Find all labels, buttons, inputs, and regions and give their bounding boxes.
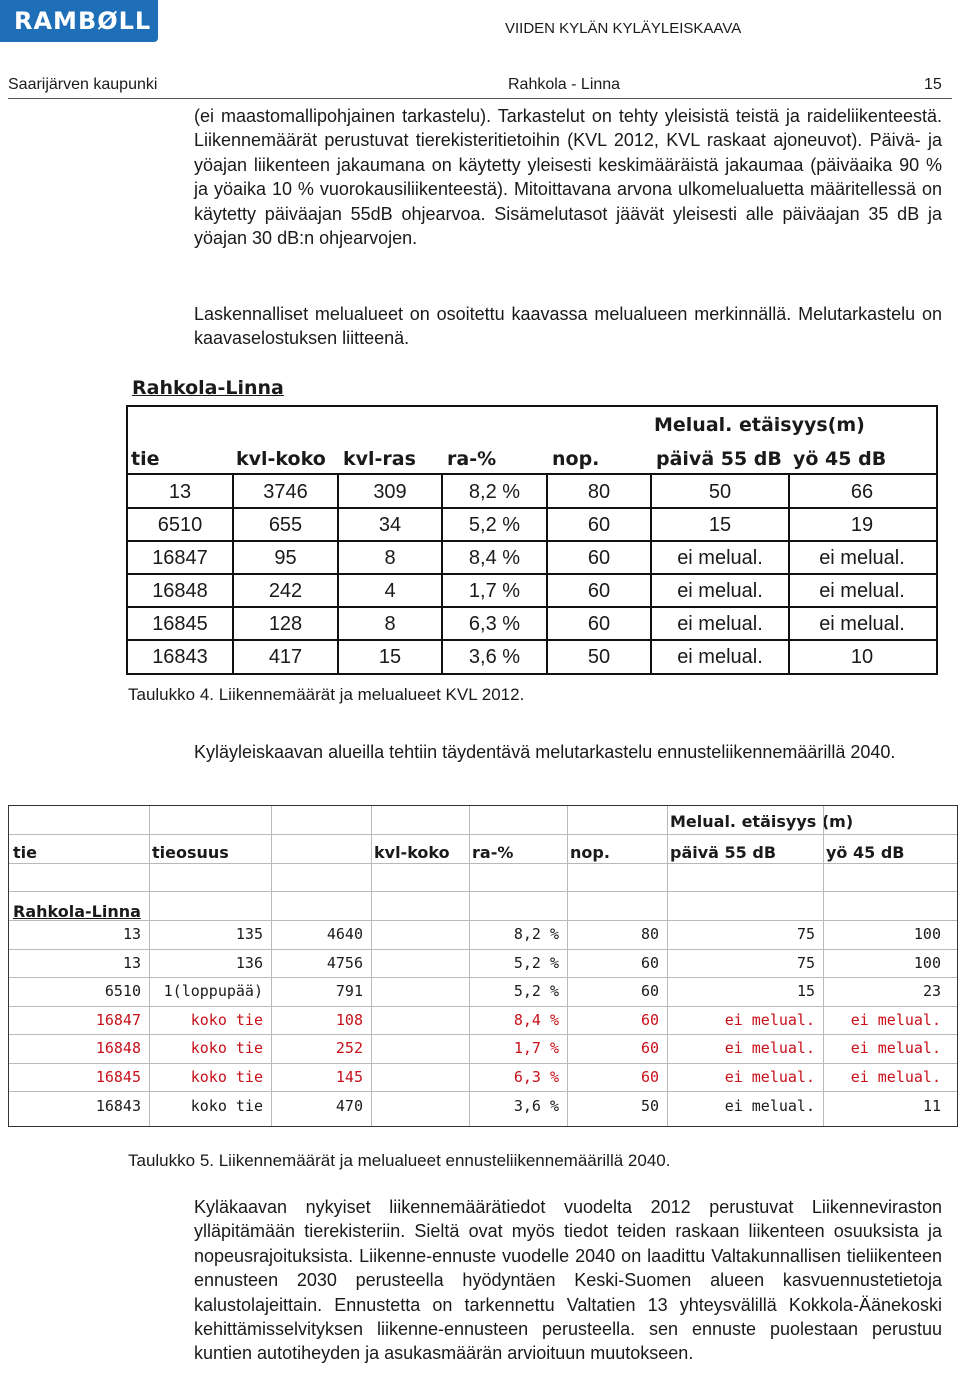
table5-cell: 8,2 % [513, 925, 559, 943]
table5-header-tie: tie [13, 843, 37, 862]
table4-cell: 60 [587, 514, 611, 536]
table4-cell: 16848 [152, 580, 208, 602]
table4-cell: 16847 [152, 547, 208, 569]
table5-col-gridline [667, 806, 668, 1126]
table4-cell: 4 [384, 580, 396, 602]
table4-cell: 50 [708, 481, 732, 503]
table4-cell: 60 [587, 580, 611, 602]
table5-cell: 60 [640, 982, 659, 1001]
table4-header-rule [126, 473, 936, 475]
table4-cell: 10 [850, 646, 874, 668]
table4-cell: 309 [373, 481, 407, 503]
table5-header-ra: ra-% [472, 843, 514, 862]
table5-col-gridline [149, 806, 150, 1126]
table4-cell: ei melual. [819, 613, 905, 635]
table5-header-kvl-koko: kvl-koko [374, 843, 450, 862]
table5 [8, 805, 958, 1127]
table5-cell: 60 [640, 1039, 659, 1058]
table5-cell: koko tie [190, 1039, 263, 1058]
table5-cell: 75 [796, 953, 815, 972]
table5-col-gridline [371, 806, 372, 1126]
table5-cell: 8,4 % [513, 1010, 559, 1029]
table5-row-gridline [9, 863, 957, 864]
table5-subheader: Melual. etäisyys (m) [670, 812, 854, 831]
table4-cell: 50 [587, 646, 611, 668]
table4-cell: 3,6 % [468, 646, 521, 668]
table4-cell: 16845 [152, 613, 208, 635]
table5-cell: 5,2 % [513, 953, 559, 972]
table5-cell: 6510 [104, 982, 141, 1001]
table4-header-kvl-ras: kvl-ras [343, 448, 416, 470]
paragraph-forecast-intro: Kyläyleiskaavan alueilla tehtiin täydentävä melutarkastelu ennusteliikennemäärillä 2040. [194, 742, 896, 762]
paragraph-traffic-data-source: Kyläkaavan nykyiset liikennemäärätiedot vuodelta 2012 perustuvat Liikenneviraston ylläpitämään tierekisteriin. Sieltä ovat myös tiedot teiden raskaan liikenteen osuuksista ja nopeusrajoituksista. Liikenne-ennuste vuodelle 2040 on laadittu Valtakunnallisen tieliikenteen ennusteen 2030 perusteella hyödyntäen Keski-Suomen alueen kasvuennustetietoja kalustolajeittain. Ennustetta on tarkennettu Valtatien 13 yhteysvälillä Kokkola-Äänekoski kehittämisselvityksen liikenne-ennusteen perusteella. sen ennuste puolestaan perustuu kuntien autotiheyden ja asukasmäärän arvioituun muutokseen. [194, 1197, 942, 1364]
table5-col-gridline [469, 806, 470, 1126]
header-area: Rahkola - Linna [508, 76, 621, 93]
table4-cell: 15 [708, 514, 732, 536]
table5-cell: 470 [335, 1096, 363, 1115]
table5-cell: 16845 [95, 1068, 141, 1086]
table4-cell: 1,7 % [468, 580, 521, 602]
table4-cell: 655 [268, 514, 303, 536]
table5-cell: koko tie [190, 1068, 263, 1086]
table5-group-label: Rahkola-Linna [13, 902, 141, 921]
table5-caption: Taulukko 5. Liikennemäärät ja melualueet ennusteliikennemäärillä 2040. [128, 1151, 671, 1170]
table5-cell: 23 [922, 982, 941, 1001]
table5-cell: 100 [913, 953, 941, 972]
table4-cell: 8,4 % [468, 547, 521, 569]
table5-cell: 75 [796, 925, 815, 943]
table4-cell: 3746 [263, 481, 308, 503]
table4-cell: ei melual. [677, 646, 763, 668]
table5-cell: 6,3 % [513, 1068, 559, 1086]
header-divider [8, 98, 952, 99]
table5-col-gridline [823, 806, 824, 1126]
table4-caption: Taulukko 4. Liikennemäärät ja melualueet KVL 2012. [128, 685, 525, 704]
table5-col-gridline [567, 806, 568, 1126]
table5-cell: ei melual. [724, 1010, 815, 1029]
page-number: 15 [924, 76, 942, 93]
table4-cell: 8 [384, 547, 396, 569]
table5-cell: 13 [122, 925, 141, 943]
table5-cell: 15 [796, 982, 815, 1001]
table4-cell: 242 [268, 580, 303, 602]
table5-cell: 135 [235, 925, 263, 943]
table5-cell: 145 [335, 1068, 363, 1086]
table4-header-day: päivä 55 dB [656, 448, 782, 470]
table5-row-gridline [9, 891, 957, 892]
table5-cell: 60 [640, 1010, 659, 1029]
table4-cell: 95 [274, 547, 297, 569]
table5-cell: 136 [235, 953, 263, 972]
table5-cell: ei melual. [850, 1039, 941, 1058]
table5-cell: 16848 [95, 1039, 141, 1058]
table4-cell: ei melual. [819, 580, 905, 602]
table4-cell: 13 [168, 481, 192, 503]
table5-cell: ei melual. [724, 1096, 815, 1115]
table4-cell: ei melual. [677, 547, 763, 569]
table4-cell: ei melual. [819, 547, 905, 569]
table5-header-nop: nop. [570, 843, 610, 862]
table5-cell: 108 [335, 1010, 363, 1029]
table5-cell: 16843 [95, 1096, 141, 1115]
table4-header-kvl-koko: kvl-koko [236, 448, 326, 470]
table5-cell: ei melual. [850, 1068, 941, 1086]
paragraph-noise-method: (ei maastomallipohjainen tarkastelu). Tarkastelut on tehty yleisistä teistä ja raideliikenteestä. Liikennemäärät perustuvat tierekisteritietoihin (KVL 2012, KVL raskaat ajoneuvot). Päivä- ja yöajan liikenteen jakaumana on käytetty yleisesti keskimääräistä jakaumaa (päiväaika 90 % ja yöaika 10 % vuorokausiliikenteestä). Mitoittavana arvona ulkomelualuetta määritellessä on käytetty päiväajan 55dB ohjearvoa. Sisämelutasot jäävät yleisesti alle päiväajan 35 dB ja yöajan 30 dB:n ohjearvojen. [194, 106, 942, 249]
table5-col-gridline [271, 806, 272, 1126]
table5-cell: koko tie [190, 1096, 263, 1115]
table4-cell: 128 [268, 613, 303, 635]
table4-cell: 417 [268, 646, 303, 668]
table4-cell: ei melual. [677, 580, 763, 602]
paragraph-noise-zones: Laskennalliset melualueet on osoitettu kaavassa melualueen merkinnällä. Melutarkastelu on kaavaselostuksen liitteenä. [194, 304, 942, 349]
table5-cell: 791 [335, 982, 363, 1001]
table5-cell: koko tie [190, 1010, 263, 1029]
table4-cell: 16843 [152, 646, 208, 668]
table4-cell: 15 [378, 646, 402, 668]
table5-cell: 1(loppupää) [163, 982, 263, 1001]
table4-cell: ei melual. [677, 613, 763, 635]
table5-cell: 4640 [326, 925, 363, 943]
table5-cell: ei melual. [724, 1039, 815, 1058]
table5-cell: 13 [122, 953, 141, 972]
table5-cell: 60 [640, 953, 659, 972]
table5-cell: 3,6 % [513, 1096, 559, 1115]
table4-cell: 6510 [157, 514, 203, 536]
table5-cell: ei melual. [724, 1068, 815, 1086]
table4-cell: 8,2 % [468, 481, 521, 503]
table5-row-gridline [9, 834, 957, 835]
table5-cell: 100 [913, 925, 941, 943]
table5-cell: 252 [335, 1039, 363, 1058]
table4-header-night: yö 45 dB [793, 448, 887, 470]
table4-cell: 5,2 % [468, 514, 521, 536]
table5-header-day: päivä 55 dB [670, 843, 777, 862]
table4-subheader: Melual. etäisyys(m) [654, 414, 865, 436]
ramboll-logo [0, 0, 158, 42]
table5-cell: 5,2 % [513, 982, 559, 1001]
table4-cell: 34 [378, 514, 402, 536]
table5-cell: 11 [922, 1096, 941, 1115]
table5-cell: 4756 [326, 953, 363, 972]
table5-header-night: yö 45 dB [826, 843, 905, 862]
table5-cell: 16847 [95, 1010, 141, 1029]
document-title: VIIDEN KYLÄN KYLÄYLEISKAAVA [505, 20, 742, 37]
table5-cell: ei melual. [850, 1010, 941, 1029]
table5-header-tieosuus: tieosuus [152, 843, 229, 862]
table4-cell: 66 [850, 481, 874, 503]
table4-cell: 60 [587, 613, 611, 635]
table4-header-nop: nop. [552, 448, 600, 470]
table5-cell: 60 [640, 1068, 659, 1086]
table5-cell: 80 [640, 925, 659, 943]
table4-cell: 19 [850, 514, 874, 536]
logo-text: RAMBØLL [14, 7, 152, 35]
table4-cell: 6,3 % [468, 613, 521, 635]
table4-header-ra: ra-% [447, 448, 497, 470]
table4-section-title: Rahkola-Linna [132, 377, 284, 399]
table5-cell: 1,7 % [513, 1039, 559, 1058]
table4-cell: 8 [384, 613, 396, 635]
header-municipality: Saarijärven kaupunki [8, 76, 158, 93]
table5-cell: 50 [640, 1096, 659, 1115]
table4-header-tie: tie [131, 448, 160, 470]
table4-cell: 60 [587, 547, 611, 569]
table4-cell: 80 [587, 481, 611, 503]
